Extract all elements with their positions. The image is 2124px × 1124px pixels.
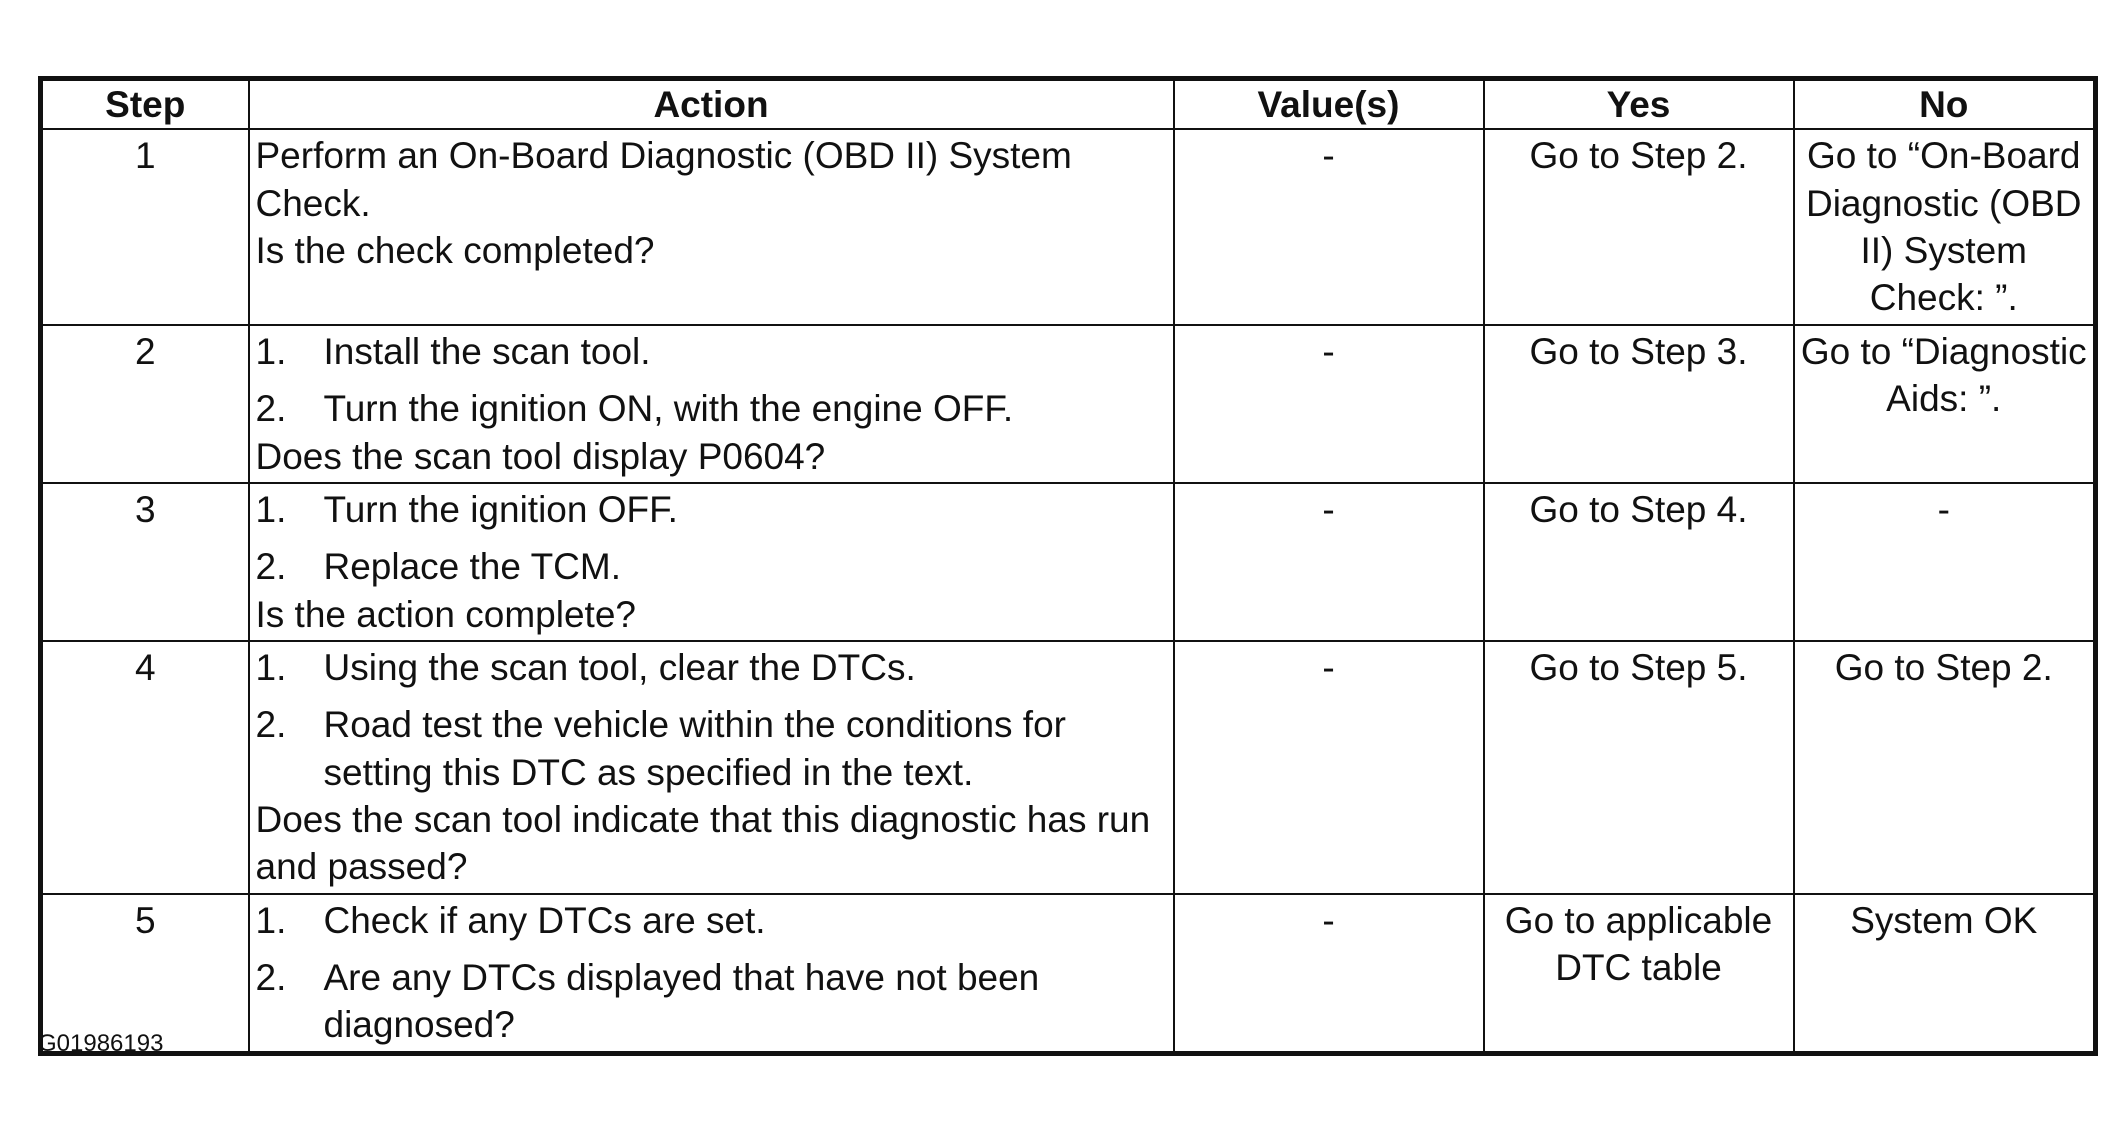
action-item-number: 2. (255, 704, 287, 746)
values-cell: - (1174, 894, 1484, 1054)
table-row (41, 894, 2096, 1054)
action-question: Does the scan tool display P0604? (255, 435, 826, 477)
values-cell: - (1174, 641, 1484, 894)
yes-cell: Go to Step 3. (1484, 325, 1794, 483)
values-cell: - (1174, 325, 1484, 483)
action-item-number: 1. (255, 330, 287, 372)
step-number: 2 (41, 325, 249, 483)
values-cell: - (1174, 483, 1484, 641)
action-cell (249, 641, 1174, 894)
yes-cell: Go to Step 2. (1484, 129, 1794, 324)
action-question: Is the action complete? (255, 593, 636, 635)
action-item (256, 543, 1167, 590)
step-number: 1 (41, 129, 249, 324)
action-item (256, 486, 1167, 533)
action-item-number: 2. (255, 957, 287, 999)
header-no: No (1794, 79, 2096, 130)
action-cell (249, 894, 1174, 1054)
action-cell (249, 483, 1174, 641)
action-item (256, 328, 1167, 375)
action-question: Does the scan tool indicate that this diagnostic has run and passed? (255, 799, 1151, 888)
action-text: Perform an On-Board Diagnostic (OBD II) System (255, 135, 1072, 177)
action-item-text: Are any DTCs displayed that have not been diagnosed? (323, 957, 1040, 1046)
table-row (41, 641, 2096, 894)
action-item-text: Check if any DTCs are set. (323, 899, 766, 941)
action-item-text: Turn the ignition ON, with the engine OFF. (323, 388, 1014, 430)
action-item-text: Replace the TCM. (323, 546, 621, 588)
yes-cell: Go to applicable DTC table (1484, 894, 1794, 1054)
no-cell: System OK (1794, 894, 2096, 1054)
no-cell: - (1794, 483, 2096, 641)
action-item-text: Turn the ignition OFF. (323, 488, 678, 530)
action-item-number: 1. (255, 646, 287, 688)
action-text: Check. (255, 182, 371, 224)
action-item-text: Install the scan tool. (323, 330, 651, 372)
action-item (256, 897, 1167, 944)
action-item-text: Road test the vehicle within the conditions for setting this DTC as specified in the text. (323, 704, 1066, 793)
action-item-number: 1. (255, 488, 287, 530)
header-values: Value(s) (1174, 79, 1484, 130)
no-cell: Go to “Diagnostic Aids: ”. (1794, 325, 2096, 483)
header-action: Action (249, 79, 1174, 130)
no-cell: Go to Step 2. (1794, 641, 2096, 894)
action-cell (249, 129, 1174, 324)
figure-id: G01986193 (38, 1030, 164, 1057)
header-step: Step (41, 79, 249, 130)
action-item (256, 701, 1167, 796)
step-number: 4 (41, 641, 249, 894)
action-item (256, 385, 1167, 432)
action-cell (249, 325, 1174, 483)
table-row (41, 129, 2096, 324)
step-number: 5 (41, 894, 249, 1054)
action-item-number: 2. (255, 388, 287, 430)
header-yes: Yes (1484, 79, 1794, 130)
action-item-text: Using the scan tool, clear the DTCs. (323, 646, 916, 688)
values-cell: - (1174, 129, 1484, 324)
table-row (41, 483, 2096, 641)
action-item-number: 2. (255, 546, 287, 588)
action-question: Is the check completed? (255, 230, 655, 272)
yes-cell: Go to Step 5. (1484, 641, 1794, 894)
action-item (256, 954, 1167, 1049)
diagnostic-table (38, 76, 2098, 1056)
action-item (256, 644, 1167, 691)
yes-cell: Go to Step 4. (1484, 483, 1794, 641)
action-item-number: 1. (255, 899, 287, 941)
table-row (41, 325, 2096, 483)
no-cell: Go to “On-Board Diagnostic (OBD II) System Check: ”. (1794, 129, 2096, 324)
table-header-row (41, 79, 2096, 130)
step-number: 3 (41, 483, 249, 641)
